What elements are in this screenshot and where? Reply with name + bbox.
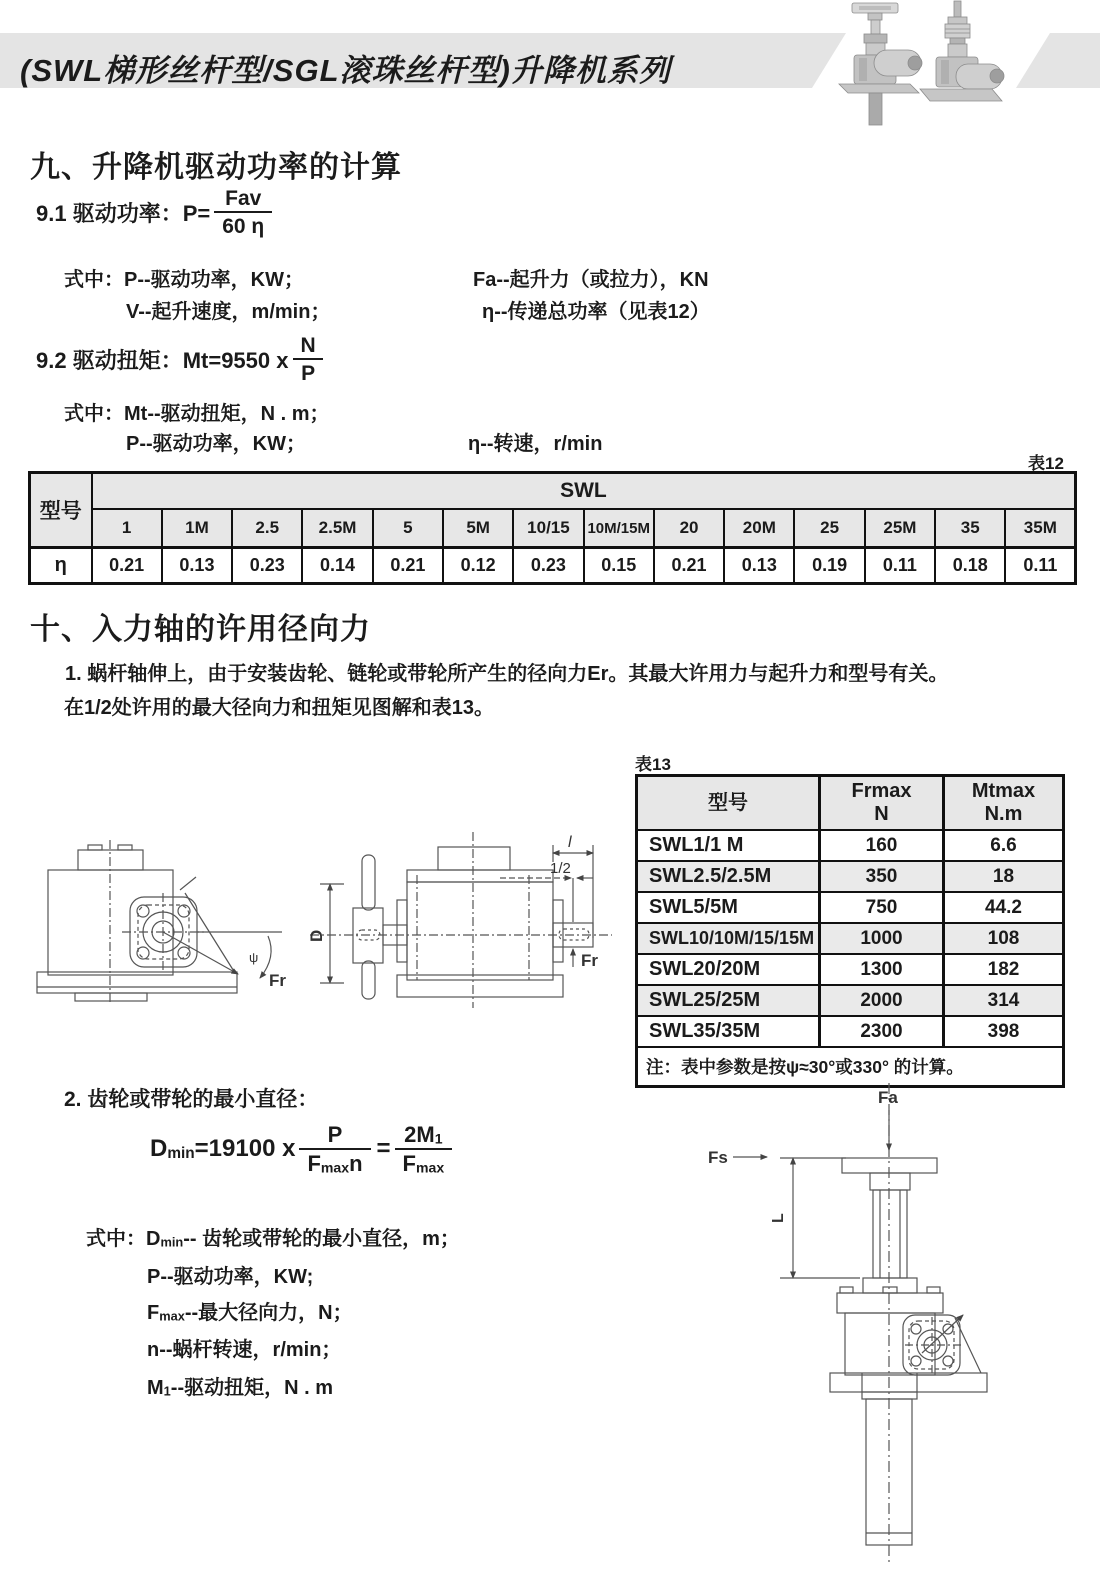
table13-frmax-cell: 2000 <box>820 985 944 1016</box>
formula-9-1-fraction <box>214 188 272 237</box>
table12-value-cell: 0.13 <box>162 548 232 584</box>
table13-row <box>637 1016 1064 1047</box>
table13-header-model <box>637 776 820 831</box>
fa-label: Fa <box>878 1088 898 1107</box>
table12-col-header: 5M <box>443 509 513 548</box>
table13-frmax-cell: 160 <box>820 830 944 861</box>
table12-row-label: η <box>30 548 92 584</box>
table13-header-line: 型号 <box>708 791 748 814</box>
table13-radial-force <box>635 774 1065 1088</box>
table13-row <box>637 892 1064 923</box>
item2-def-line: M1--驱动扭矩，N . m <box>147 1377 334 1399</box>
dmin-equals: = <box>376 1135 391 1162</box>
formula-9-1-label: 9.1 驱动功率：P= <box>36 200 211 226</box>
dmin-frac1-den: Fmaxn <box>299 1148 370 1175</box>
table13-row <box>637 830 1064 861</box>
item2-def-line: 式中：Dmin-- 齿轮或带轮的最小直径，m； <box>86 1228 460 1250</box>
fs-label: Fs <box>708 1148 728 1167</box>
table13-model-cell: SWL10/10M/15/15M <box>637 923 820 954</box>
lift-screw <box>873 1190 907 1278</box>
formula-9-2-denominator: P <box>293 358 323 384</box>
table12-col-header: 10M/15M <box>584 509 654 548</box>
item2-def-line: Fmax--最大径向力，N； <box>147 1302 353 1324</box>
table13-frmax-cell: 350 <box>820 861 944 892</box>
table12-col-header: 25 <box>794 509 864 548</box>
item2-def-line: n--蜗杆转速，r/min； <box>147 1339 342 1361</box>
gearbox-side-outline <box>37 840 282 1005</box>
table13-model-cell: SWL5/5M <box>637 892 820 923</box>
table13-mtmax-cell: 182 <box>944 954 1064 985</box>
l-label: L <box>770 1213 787 1223</box>
table12-value-cell: 0.12 <box>443 548 513 584</box>
table12-value-cell: 0.21 <box>92 548 162 584</box>
table12-value-cell: 0.11 <box>1005 548 1075 584</box>
table12-col-header: 5 <box>373 509 443 548</box>
table13-model-cell: SWL25/25M <box>637 985 820 1016</box>
table12-col-header: 1 <box>92 509 162 548</box>
formula-9-1 <box>36 183 272 241</box>
table13-model-cell: SWL20/20M <box>637 954 820 985</box>
formula-9-2-fraction <box>293 335 324 384</box>
def-9-2-row1-left: 式中：Mt--驱动扭矩，N . m； <box>64 403 330 425</box>
table12-col-header: 20 <box>654 509 724 548</box>
table13-header-line: N.m <box>984 803 1023 825</box>
fr-label: Fr <box>269 971 286 990</box>
dmin-frac1-num: P <box>327 1121 343 1147</box>
l-label: l <box>568 834 572 851</box>
dmin-fraction-2 <box>395 1121 453 1176</box>
formula-9-2 <box>36 332 324 386</box>
def-9-1-row2-left: V--起升速度，m/min； <box>126 301 331 323</box>
page-title: (SWL梯形丝杆型/SGL滚珠丝杆型)升降机系列 <box>20 53 671 88</box>
table12-value-cell: 0.21 <box>373 548 443 584</box>
table12-group-cell: SWL <box>92 473 1076 510</box>
def-9-2-row2-left: P--驱动功率，KW； <box>126 433 306 455</box>
item2-heading: 2. 齿轮或带轮的最小直径： <box>64 1088 319 1111</box>
table13-row <box>637 985 1064 1016</box>
table12-col-header: 25M <box>865 509 935 548</box>
table12-col-header: 20M <box>724 509 794 548</box>
table12-values-row <box>30 548 1076 584</box>
fr-direction-arrow <box>163 932 238 974</box>
diagram-jack-loads <box>650 1065 1070 1570</box>
table13-header-row <box>637 776 1064 831</box>
diagram-front-view-dims <box>300 830 620 1012</box>
def-9-1-row2-right: η--传递总功率（见表12） <box>482 301 710 323</box>
section10-paragraph-line1: 1. 蜗杆轴伸上，由于安装齿轮、链轮或带轮所产生的径向力Er。其最大许用力与起升力和型号有关。 <box>65 663 949 685</box>
table13-model-cell: SWL2.5/2.5M <box>637 861 820 892</box>
table13-caption: 表13 <box>635 755 671 774</box>
d-label: D <box>307 929 326 942</box>
table12-value-cell: 0.14 <box>302 548 372 584</box>
fr-label: Fr <box>581 951 598 970</box>
table13-model-cell: SWL35/35M <box>637 1016 820 1047</box>
table12-corner-cell: 型号 <box>30 473 92 548</box>
table12-col-header: 2.5M <box>302 509 372 548</box>
table12-col-header: 35M <box>1005 509 1075 548</box>
table13-model-cell: SWL1/1 M <box>637 830 820 861</box>
table12-value-cell: 0.23 <box>513 548 583 584</box>
pulley-top <box>362 855 375 910</box>
table12-value-cell: 0.19 <box>794 548 864 584</box>
table12-value-cell: 0.21 <box>654 548 724 584</box>
table13-mtmax-cell: 44.2 <box>944 892 1064 923</box>
table13-frmax-cell: 1300 <box>820 954 944 985</box>
dmin-lhs: Dmin=19100 x <box>150 1135 296 1162</box>
table13-row <box>637 923 1064 954</box>
table13-mtmax-cell: 398 <box>944 1016 1064 1047</box>
section10-heading: 十、入力轴的许用径向力 <box>30 613 371 646</box>
jack-outline <box>733 1083 987 1565</box>
table13-header-mtmax <box>944 776 1064 831</box>
table12-value-cell: 0.15 <box>584 548 654 584</box>
dmin-frac2-num: 2M1 <box>404 1121 443 1147</box>
table12-value-cell: 0.13 <box>724 548 794 584</box>
table13-header-frmax <box>820 776 944 831</box>
table13-header-line: Frmax <box>851 780 912 802</box>
table12-caption: 表12 <box>1028 454 1064 473</box>
table12-col-header: 2.5 <box>232 509 302 548</box>
table12-col-header: 10/15 <box>513 509 583 548</box>
diagram-side-view-fr <box>30 835 310 1013</box>
jack-product-renders <box>812 0 1022 140</box>
table13-frmax-cell: 1000 <box>820 923 944 954</box>
banner-right-band <box>1016 33 1100 88</box>
gearbox-front-outline <box>310 832 612 1008</box>
dmin-fraction-1 <box>299 1121 370 1176</box>
table13-header-line: N <box>874 803 889 825</box>
formula-9-2-label: 9.2 驱动扭矩：Mt=9550 x <box>36 347 289 373</box>
formula-9-1-denominator: 60 η <box>214 211 272 237</box>
item2-def-line: P--驱动功率，KW; <box>147 1266 314 1288</box>
dmin-frac2-den: Fmax <box>395 1148 453 1175</box>
section9-heading: 九、升降机驱动功率的计算 <box>30 151 402 184</box>
psi-label: ψ <box>249 950 259 965</box>
table12-group-row <box>30 473 1076 510</box>
table13-mtmax-cell: 108 <box>944 923 1064 954</box>
table13-frmax-cell: 750 <box>820 892 944 923</box>
formula-9-2-numerator: N <box>300 333 316 357</box>
formula-9-1-numerator: Fav <box>225 186 262 210</box>
table12-columns-row <box>30 509 1076 548</box>
table13-mtmax-cell: 6.6 <box>944 830 1064 861</box>
table13-row <box>637 861 1064 892</box>
table12-efficiency <box>28 471 1077 585</box>
table12-col-header: 35 <box>935 509 1005 548</box>
table12-value-cell: 0.23 <box>232 548 302 584</box>
table13-note-cell: 注：表中参数是按ψ≈30°或330° 的计算。 <box>637 1047 1064 1087</box>
table13-header-line: Mtmax <box>971 780 1036 802</box>
half-label: 1/2 <box>550 860 571 877</box>
base-plate <box>830 1373 987 1392</box>
def-9-2-row2-right: η--转速，r/min <box>468 433 603 455</box>
dmin-formula <box>150 1118 452 1180</box>
table13-frmax-cell: 2300 <box>820 1016 944 1047</box>
jack-render-1 <box>839 3 922 125</box>
table12-value-cell: 0.11 <box>865 548 935 584</box>
table13-mtmax-cell: 314 <box>944 985 1064 1016</box>
def-9-1-row1-left: 式中：P--驱动功率，KW； <box>64 269 304 291</box>
table12-value-cell: 0.18 <box>935 548 1005 584</box>
table12-col-header: 1M <box>162 509 232 548</box>
table13-mtmax-cell: 18 <box>944 861 1064 892</box>
gearbox-body <box>845 1313 935 1375</box>
table13-row <box>637 954 1064 985</box>
def-9-1-row1-right: Fa--起升力（或拉力），KN <box>473 269 709 291</box>
section10-paragraph-line2: 在1/2处许用的最大径向力和扭矩见图解和表13。 <box>64 697 495 719</box>
jack-render-2 <box>920 1 1004 101</box>
